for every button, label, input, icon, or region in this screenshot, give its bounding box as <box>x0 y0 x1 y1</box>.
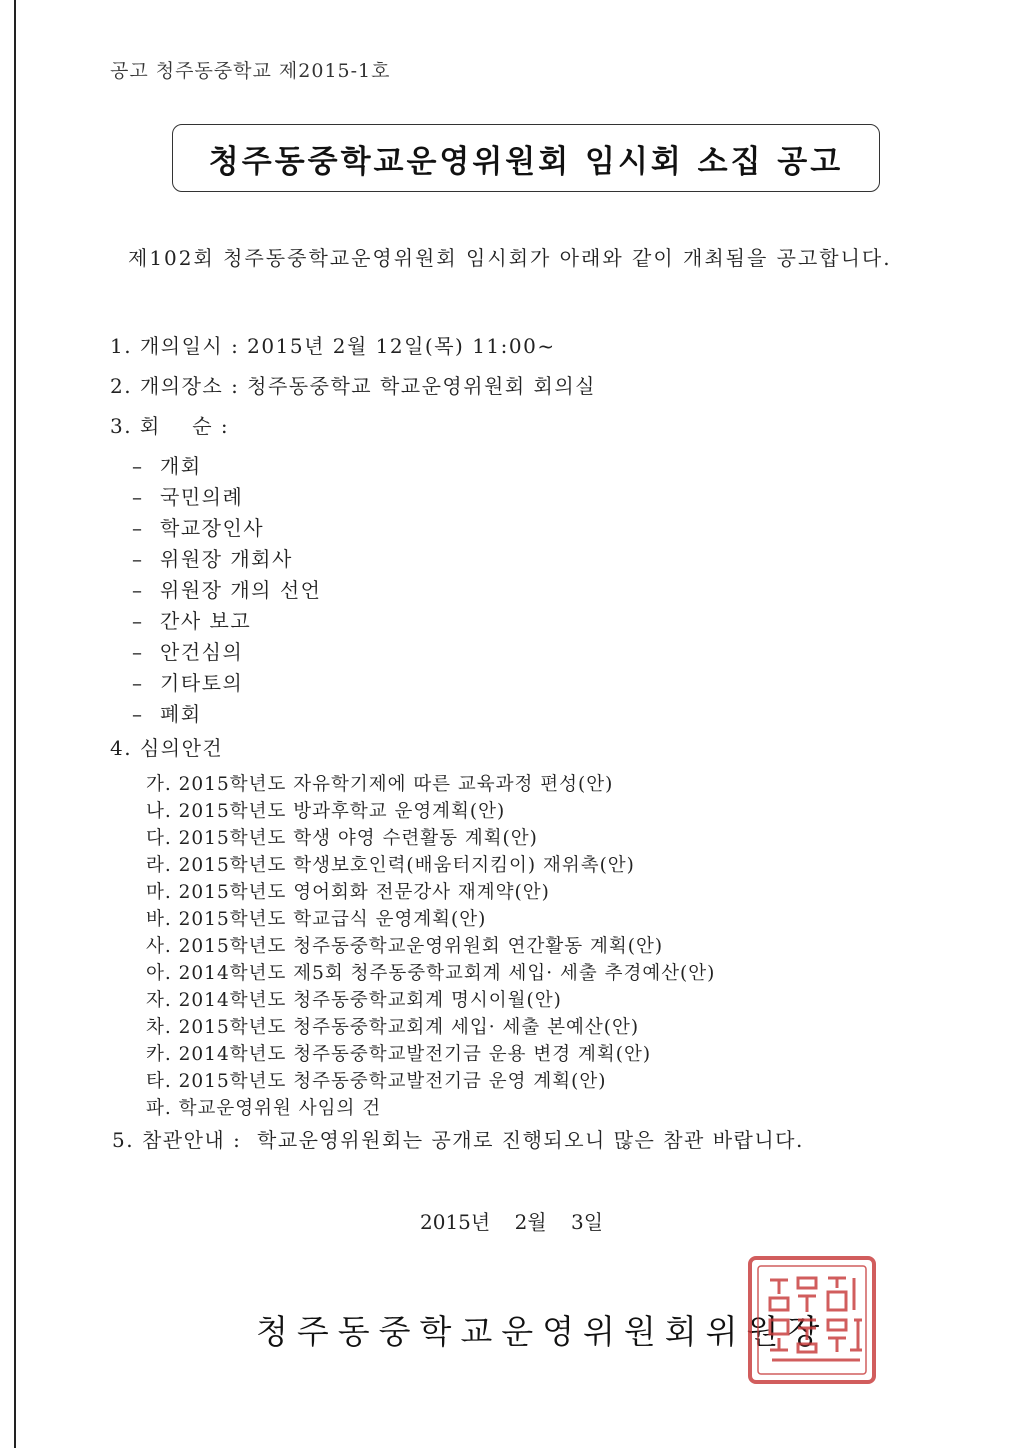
document-title: 청주동중학교운영위원회 임시회 소집 공고 <box>208 143 844 180</box>
intro-paragraph: 제102회 청주동중학교운영위원회 임시회가 아래와 같이 개최됨을 공고합니다. <box>128 246 892 270</box>
deliberation-item: 파. 학교운영위원 사임의 건 <box>146 1098 382 1119</box>
dash-marker: – <box>132 516 144 540</box>
agenda-item: – 개회 <box>132 454 202 478</box>
dash-marker: – <box>132 640 144 664</box>
deliberation-item: 마. 2015학년도 영어회화 전문강사 재계약(안) <box>146 882 550 903</box>
official-seal-stamp <box>746 1254 878 1386</box>
deliberation-item: 가. 2015학년도 자유학기제에 따른 교육과정 편성(안) <box>146 774 614 795</box>
deliberation-item: 다. 2015학년도 학생 야영 수련활동 계획(안) <box>146 828 538 849</box>
scan-edge-line <box>14 0 16 1448</box>
deliberation-item: 타. 2015학년도 청주동중학교발전기금 운영 계획(안) <box>146 1071 607 1092</box>
agenda-list <box>132 450 321 729</box>
dash-marker: – <box>132 609 144 633</box>
signature-line: 청주동중학교운영위원회위원장 <box>256 1312 829 1351</box>
deliberation-item: 차. 2015학년도 청주동중학교회계 세입· 세출 본예산(안) <box>146 1017 640 1038</box>
deliberation-item: 라. 2015학년도 학생보호인력(배움터지킴이) 재위촉(안) <box>146 855 635 876</box>
deliberation-item: 카. 2014학년도 청주동중학교발전기금 운용 변경 계획(안) <box>146 1044 652 1065</box>
notice-number: 공고 청주동중학교 제2015-1호 <box>110 60 391 82</box>
agenda-item: – 간사 보고 <box>132 609 252 633</box>
dash-marker: – <box>132 671 144 695</box>
agenda-item: – 폐회 <box>132 702 202 726</box>
observation-notice: 5. 참관안내 : 학교운영위원회는 공개로 진행되오니 많은 참관 바랍니다. <box>112 1128 804 1152</box>
agenda-item: – 학교장인사 <box>132 516 265 540</box>
dash-marker: – <box>132 454 144 478</box>
meeting-date-line: 1. 개의일시 : 2015년 2월 12일(목) 11:00~ <box>110 334 556 358</box>
deliberation-item: 사. 2015학년도 청주동중학교운영위원회 연간활동 계획(안) <box>146 936 664 957</box>
dash-marker: – <box>132 547 144 571</box>
agenda-item: – 기타토의 <box>132 671 244 695</box>
dash-marker: – <box>132 485 144 509</box>
issue-date: 2015년 2월 3일 <box>420 1210 604 1234</box>
deliberation-list <box>146 770 715 1121</box>
agenda-heading: 3. 회 순 : <box>110 414 230 438</box>
deliberation-heading: 4. 심의안건 <box>110 736 224 760</box>
dash-marker: – <box>132 702 144 726</box>
meeting-place-line: 2. 개의장소 : 청주동중학교 학교운영위원회 회의실 <box>110 374 597 398</box>
deliberation-item: 나. 2015학년도 방과후학교 운영계획(안) <box>146 801 506 822</box>
deliberation-item: 아. 2014학년도 제5회 청주동중학교회계 세입· 세출 추경예산(안) <box>146 963 716 984</box>
agenda-item: – 국민의례 <box>132 485 244 509</box>
agenda-item: – 위원장 개의 선언 <box>132 578 322 602</box>
deliberation-item: 바. 2015학년도 학교급식 운영계획(안) <box>146 909 487 930</box>
seal-graphic <box>750 1258 874 1382</box>
title-box <box>172 124 880 192</box>
deliberation-item: 자. 2014학년도 청주동중학교회계 명시이월(안) <box>146 990 562 1011</box>
agenda-item: – 위원장 개회사 <box>132 547 293 571</box>
agenda-item: – 안건심의 <box>132 640 244 664</box>
dash-marker: – <box>132 578 144 602</box>
